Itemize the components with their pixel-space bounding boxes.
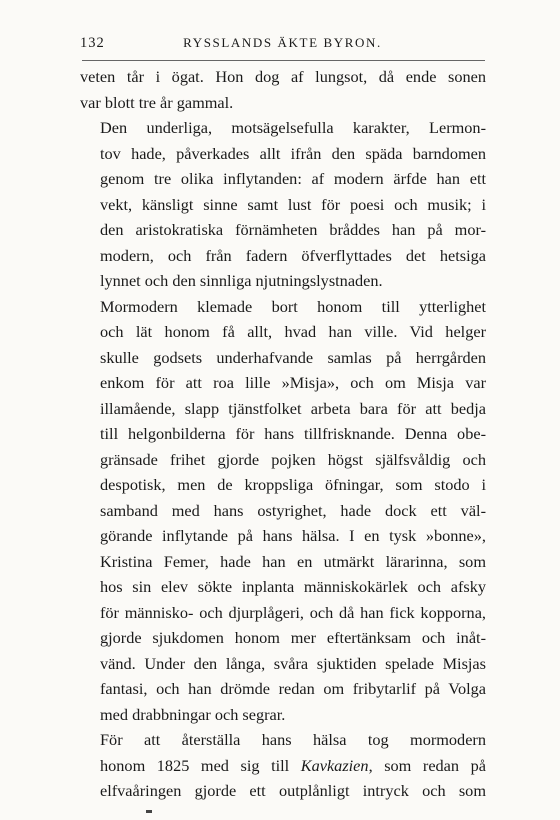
text-line: elfvaåringen gjorde ett outplånligt intryck och som: [100, 781, 486, 800]
text-line: den aristokratiska förnämheten bråddes han på mor-: [100, 220, 486, 239]
text-line: Kristina Femer, hade han en utmärkt lärarinna, som: [100, 551, 486, 571]
text-line: hos sin elev sökte inplanta människokärlek och afsky: [100, 577, 486, 596]
text-line: vänd. Under den långa, svåra sjuktiden spelade Misjas: [100, 653, 486, 673]
text-line: var blott tre år gammal.: [80, 92, 234, 112]
running-title: RYSSLANDS ÄKTE BYRON.: [183, 35, 382, 50]
page-number: 132: [80, 35, 105, 51]
text-line: gränsade frihet gjorde pojken högst själfsvåldig och: [100, 449, 486, 469]
text-line: lynnet och den sinnliga njutningslystnaden.: [100, 271, 383, 290]
text-fragment: , som redan på: [368, 755, 486, 775]
text-line: despotisk, men de kroppsliga öfningar, som stodo i: [100, 475, 486, 494]
header-rule: [82, 60, 485, 61]
text-line: Den underliga, motsägelsefulla karakter, Lermon-: [100, 118, 486, 137]
text-line: gjorde sjukdomen honom mer eftertänksam och inåt-: [100, 628, 486, 647]
text-line: [80, 753, 486, 779]
paragraph-4: [80, 727, 486, 804]
paragraph-2: [80, 115, 486, 294]
text-line: För att återställa hans hälsa tog mormodern: [100, 730, 486, 749]
text-line: tov hade, påverkades allt ifrån den späda barndomen: [100, 143, 486, 163]
body-text: [80, 64, 486, 804]
paragraph-3: [80, 294, 486, 728]
print-mark: [146, 810, 152, 813]
text-line: veten tår i ögat. Hon dog af lungsot, då ende sonen: [80, 67, 486, 86]
text-line: vekt, känsligt sinne samt lust för poesi och musik; i: [100, 194, 486, 214]
text-line: görande inflytande på hans hälsa. I en tysk »bonne»,: [100, 526, 486, 545]
text-line: skulle godsets underhafvande samlas på herrgården: [100, 347, 486, 367]
text-line: och lät honom få allt, hvad han ville. Vid helger: [100, 322, 486, 341]
text-line: genom tre olika inflytanden: af modern ärfde han ett: [100, 169, 486, 188]
text-line: enkom för att roa lille »Misja», och om Misja var: [100, 373, 486, 392]
page-header: [80, 35, 485, 55]
text-line: med drabbningar och segrar.: [100, 704, 286, 724]
text-line: fantasi, och han drömde redan om fribytarlif på Volga: [100, 679, 486, 698]
text-line: illamående, slapp tjänstfolket arbeta bara för att bedja: [100, 398, 486, 418]
text-fragment: honom 1825 med sig till: [100, 755, 301, 775]
text-line: för människo- och djurplågeri, och då han fick kopporna,: [100, 602, 486, 622]
text-line: samband med hans ostyrighet, hade dock ett väl-: [100, 500, 486, 520]
text-line: modern, och från fadern öfverflyttades det hetsiga: [100, 245, 486, 265]
place-name-italic: Kavkazien: [300, 755, 369, 775]
text-line: till helgonbilderna för hans tillfrisknande. Denna obe-: [100, 424, 486, 443]
text-line: Mormodern klemade bort honom till ytterlighet: [100, 296, 486, 316]
paragraph-1: [80, 64, 486, 115]
